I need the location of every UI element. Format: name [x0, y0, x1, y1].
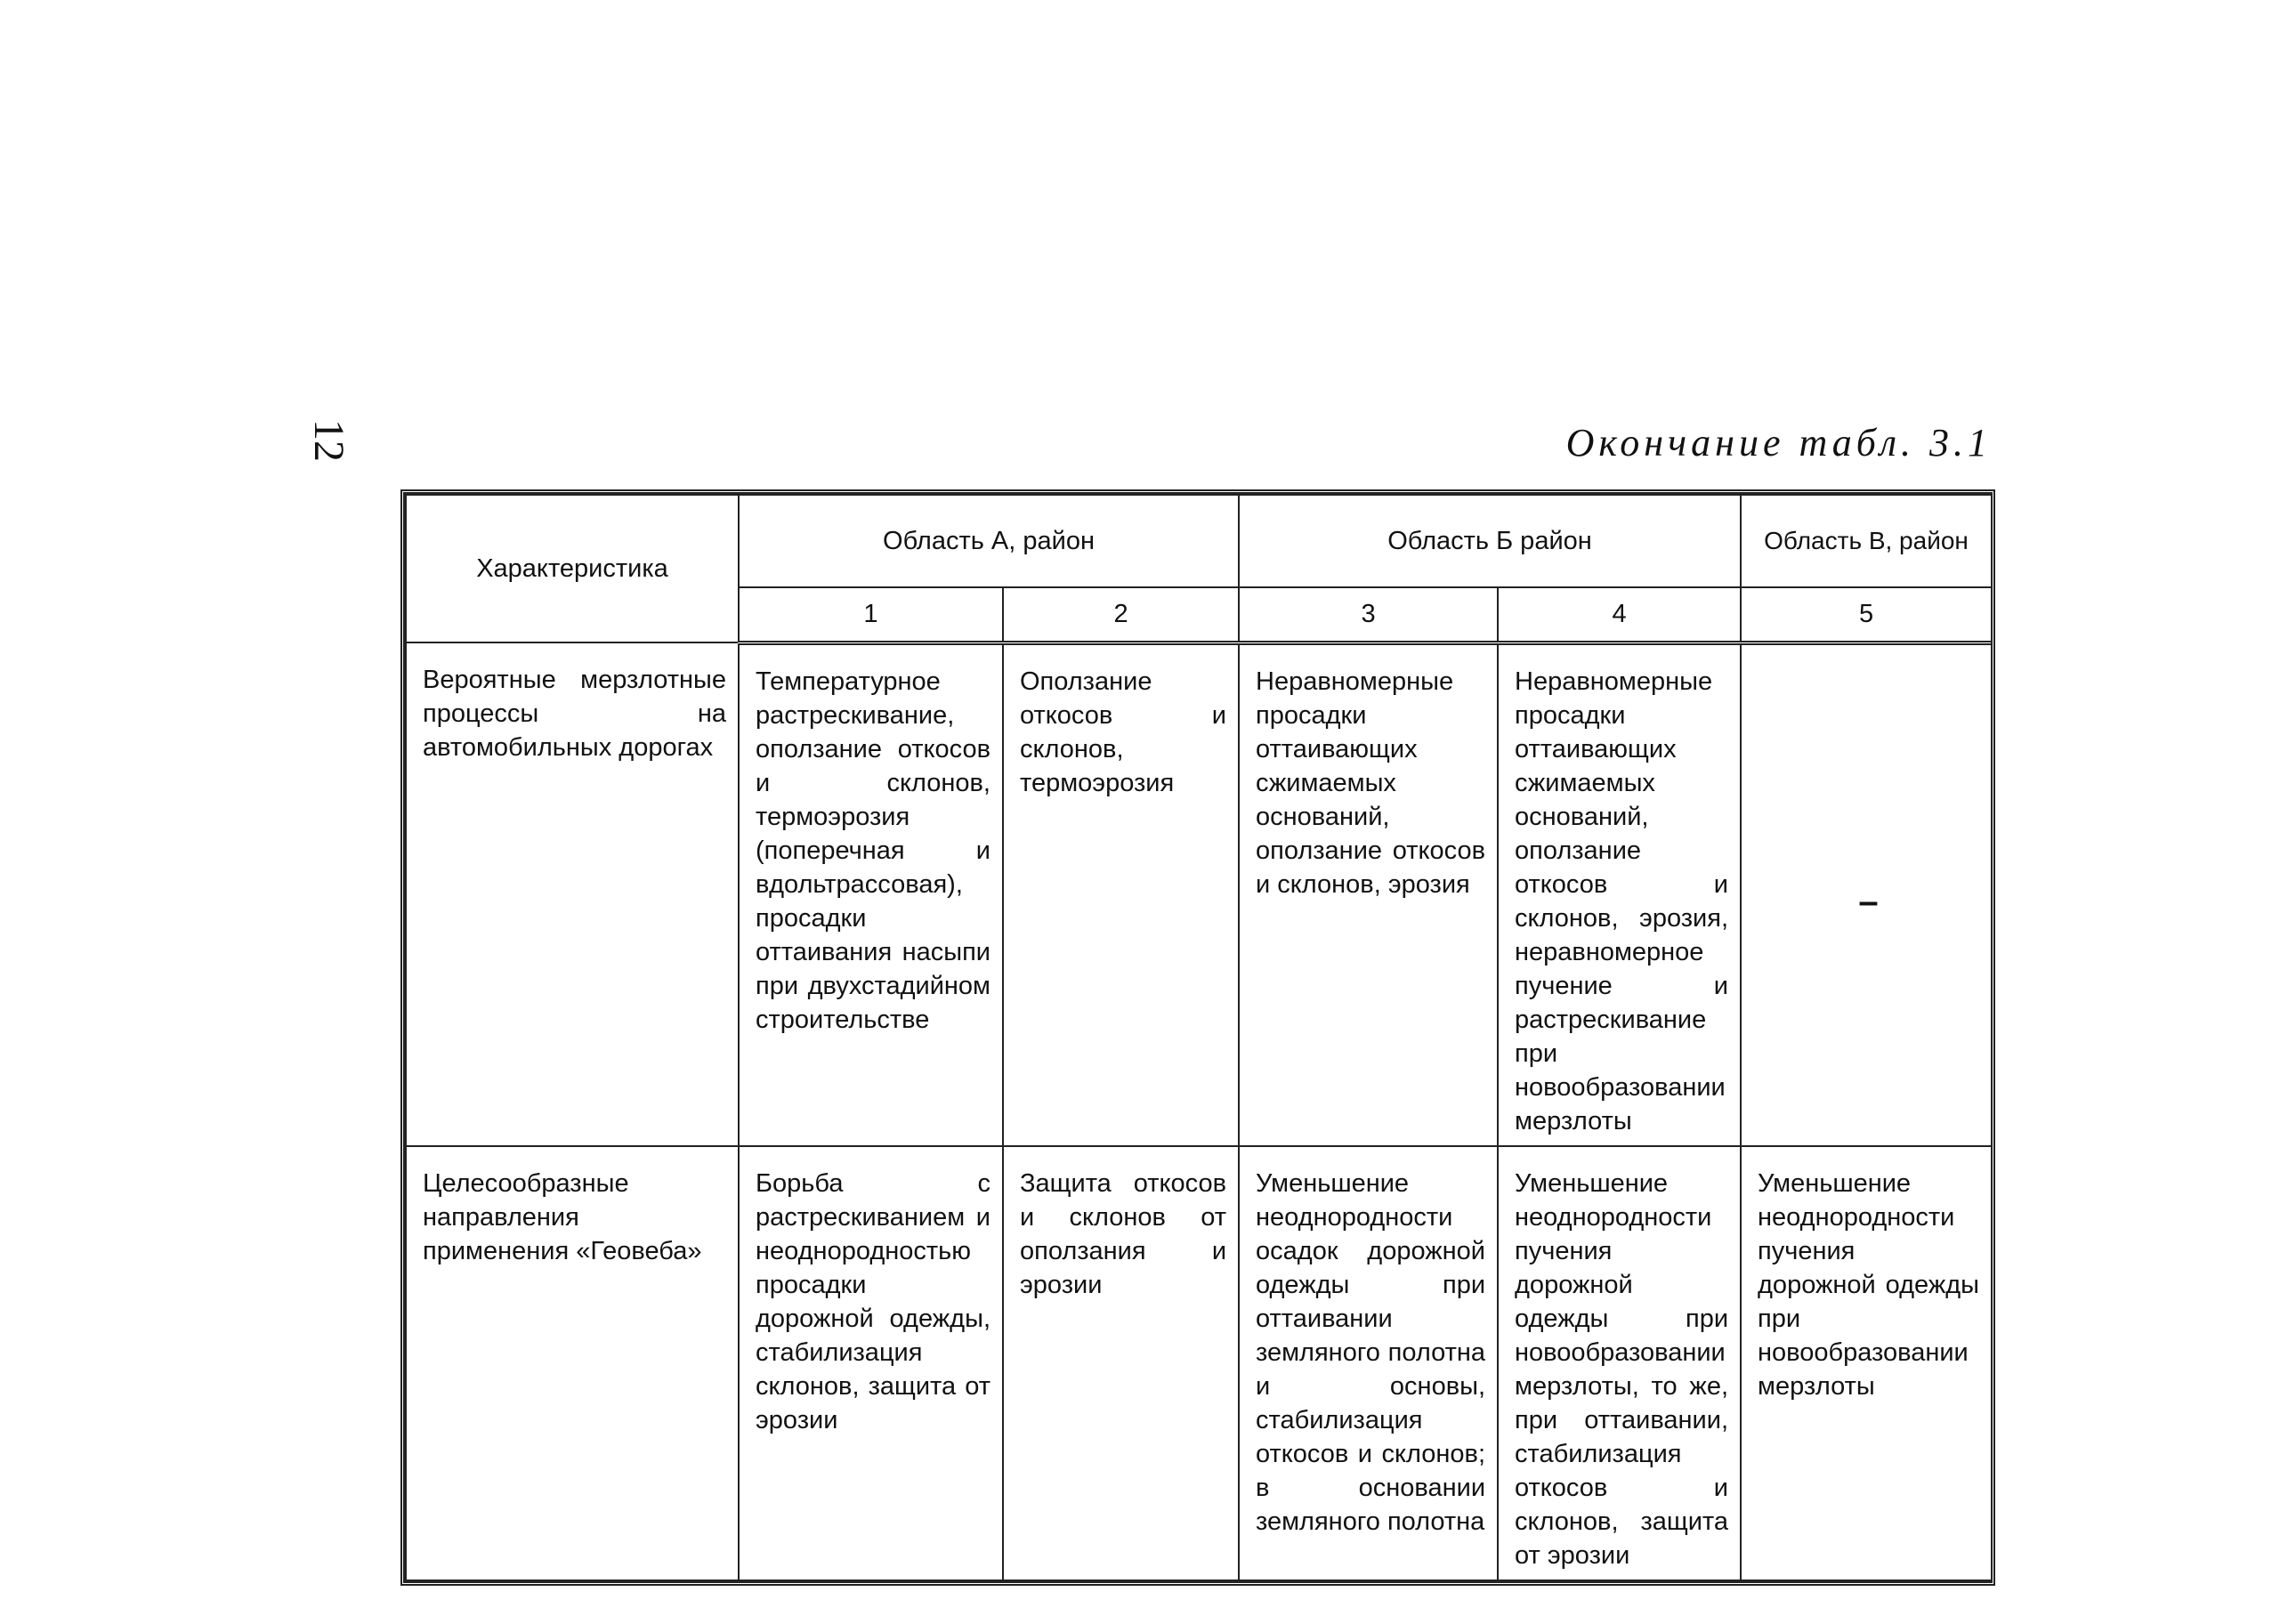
table-header-row — [406, 495, 1992, 587]
column-number-1: 1 — [739, 587, 1003, 642]
row-label: Вероятные мерзлотные процессы на автомобильных дорогах — [406, 642, 739, 1146]
table-cell: Борьба с растрескиванием и неоднородностью просадки дорожной одежды, стабилизация склонов, защита от эрозии — [739, 1146, 1003, 1580]
column-number-4: 4 — [1498, 587, 1741, 642]
header-region-b: Область Б район — [1239, 495, 1741, 587]
data-table — [405, 494, 1993, 1581]
table-cell: Уменьшение неоднородности пучения дорожной одежды при новообразовании мерзлоты, то же, при оттаивании, стабилизация откосов и склонов, защита от эрозии — [1498, 1146, 1741, 1580]
table-cell: Уменьшение неоднородности пучения дорожной одежды при новообразовании мерзлоты — [1741, 1146, 1992, 1580]
column-number-2: 2 — [1003, 587, 1239, 642]
table-row — [406, 642, 1992, 1146]
table-cell: Оползание откосов и склонов, термоэрозия — [1003, 642, 1239, 1146]
table-cell: Защита откосов и склонов от оползания и эрозии — [1003, 1146, 1239, 1580]
page-number: 12 — [305, 419, 352, 462]
table-cell: Неравномерные просадки оттаивающих сжимаемых оснований, оползание откосов и склонов, эрозия — [1239, 642, 1498, 1146]
table-row — [406, 1146, 1992, 1580]
table-cell: Уменьшение неоднородности осадок дорожной одежды при оттаивании земляного полотна и основы, стабилизация откосов и склонов; в основании земляного полотна — [1239, 1146, 1498, 1580]
table-frame — [400, 489, 1995, 1586]
column-number-3: 3 — [1239, 587, 1498, 642]
column-number-5: 5 — [1741, 587, 1992, 642]
header-region-v: Область В, район — [1741, 495, 1992, 587]
header-region-a: Область А, район — [739, 495, 1239, 587]
table-cell: Температурное растрескивание, оползание откосов и склонов, термоэрозия (поперечная и вдольтрассовая), просадки оттаивания насыпи при двухстадийном строительстве — [739, 642, 1003, 1146]
table-cell: Неравномерные просадки оттаивающих сжимаемых оснований, оползание откосов и склонов, эрозия, неравномерное пучение и растрескивание при новообразовании мерзлоты — [1498, 642, 1741, 1146]
row-label: Целесообразные направления применения «Геовеба» — [406, 1146, 739, 1580]
table-cell-empty-dash: – — [1741, 642, 1992, 1146]
table-caption: Окончание табл. 3.1 — [1565, 421, 1992, 465]
header-characteristic: Характеристика — [406, 495, 739, 642]
